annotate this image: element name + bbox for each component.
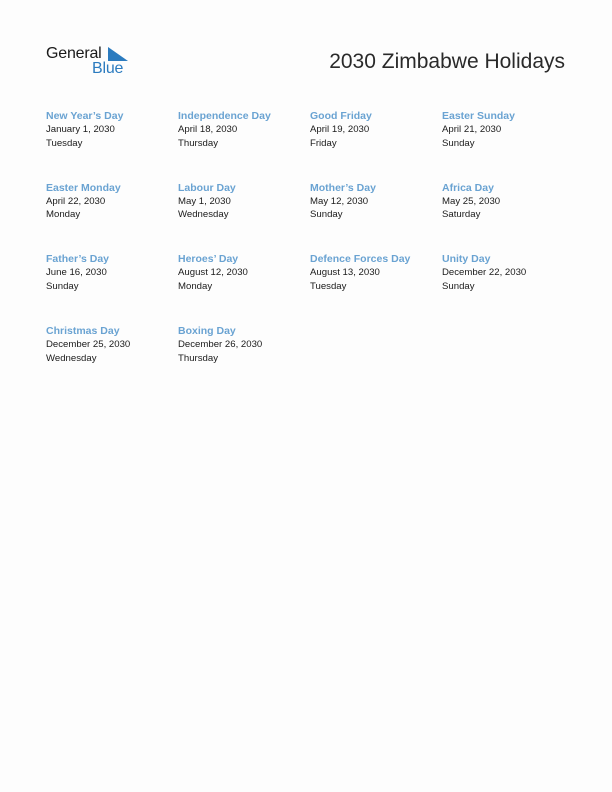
holiday-date: May 1, 2030 (178, 195, 231, 207)
holiday-date: April 21, 2030 (442, 124, 502, 135)
holiday-date: December 22, 2030 (442, 267, 527, 279)
holiday-item (442, 181, 576, 253)
holiday-item (310, 181, 442, 253)
generalblue-logo (46, 44, 136, 80)
holiday-weekday: Monday (46, 209, 81, 221)
holiday-date: April 18, 2030 (178, 124, 238, 135)
holiday-name: Mother’s Day (310, 181, 376, 194)
holiday-weekday: Thursday (178, 352, 218, 364)
holiday-grid (46, 109, 576, 396)
page-title: 2030 Zimbabwe Holidays (329, 50, 565, 73)
holiday-name: Christmas Day (46, 325, 120, 338)
holiday-weekday: Saturday (442, 209, 481, 221)
holiday-weekday: Tuesday (46, 137, 83, 149)
holiday-item (178, 252, 310, 324)
holiday-name: Heroes’ Day (178, 253, 239, 266)
holiday-date: May 25, 2030 (442, 195, 501, 207)
holiday-name: Boxing Day (178, 325, 236, 338)
holiday-item (46, 252, 178, 324)
holiday-weekday: Sunday (46, 280, 79, 292)
holiday-date: June 16, 2030 (46, 267, 107, 279)
holiday-item (178, 109, 310, 181)
holiday-date: December 26, 2030 (178, 339, 263, 351)
holiday-name: Father’s Day (46, 253, 110, 266)
holiday-weekday: Tuesday (310, 280, 347, 292)
holiday-weekday: Monday (178, 280, 213, 292)
holiday-item (46, 324, 178, 396)
logo-text-general: General (46, 45, 102, 62)
holiday-name: Independence Day (178, 110, 271, 122)
holiday-date: May 12, 2030 (310, 195, 369, 207)
holiday-date: August 12, 2030 (178, 267, 248, 279)
holiday-item (178, 181, 310, 253)
holiday-weekday: Sunday (442, 137, 475, 149)
holiday-name: Easter Sunday (442, 110, 515, 122)
holiday-item (310, 109, 442, 181)
holiday-weekday: Sunday (310, 209, 343, 221)
holiday-item (46, 181, 178, 253)
holiday-name: Good Friday (310, 110, 372, 122)
holiday-date: December 25, 2030 (46, 339, 131, 351)
holiday-weekday: Wednesday (46, 352, 97, 364)
holiday-name: Labour Day (178, 181, 236, 194)
holiday-date: January 1, 2030 (46, 124, 115, 135)
holiday-name: New Year’s Day (46, 110, 124, 122)
holiday-name: Defence Forces Day (310, 253, 411, 266)
holiday-name: Africa Day (442, 181, 494, 194)
holiday-weekday: Wednesday (178, 209, 229, 221)
holiday-item (178, 324, 310, 396)
holiday-item (310, 252, 442, 324)
holiday-item (46, 109, 178, 181)
holiday-weekday: Sunday (442, 280, 475, 292)
holiday-weekday: Thursday (178, 137, 218, 149)
logo-text-blue: Blue (92, 60, 124, 77)
holiday-item (442, 252, 576, 324)
holiday-name: Unity Day (442, 253, 491, 266)
holiday-date: April 19, 2030 (310, 124, 370, 135)
holiday-item (442, 109, 576, 181)
holiday-weekday: Friday (310, 137, 337, 149)
holiday-name: Easter Monday (46, 181, 121, 194)
holiday-date: April 22, 2030 (46, 195, 106, 207)
holiday-date: August 13, 2030 (310, 267, 380, 279)
